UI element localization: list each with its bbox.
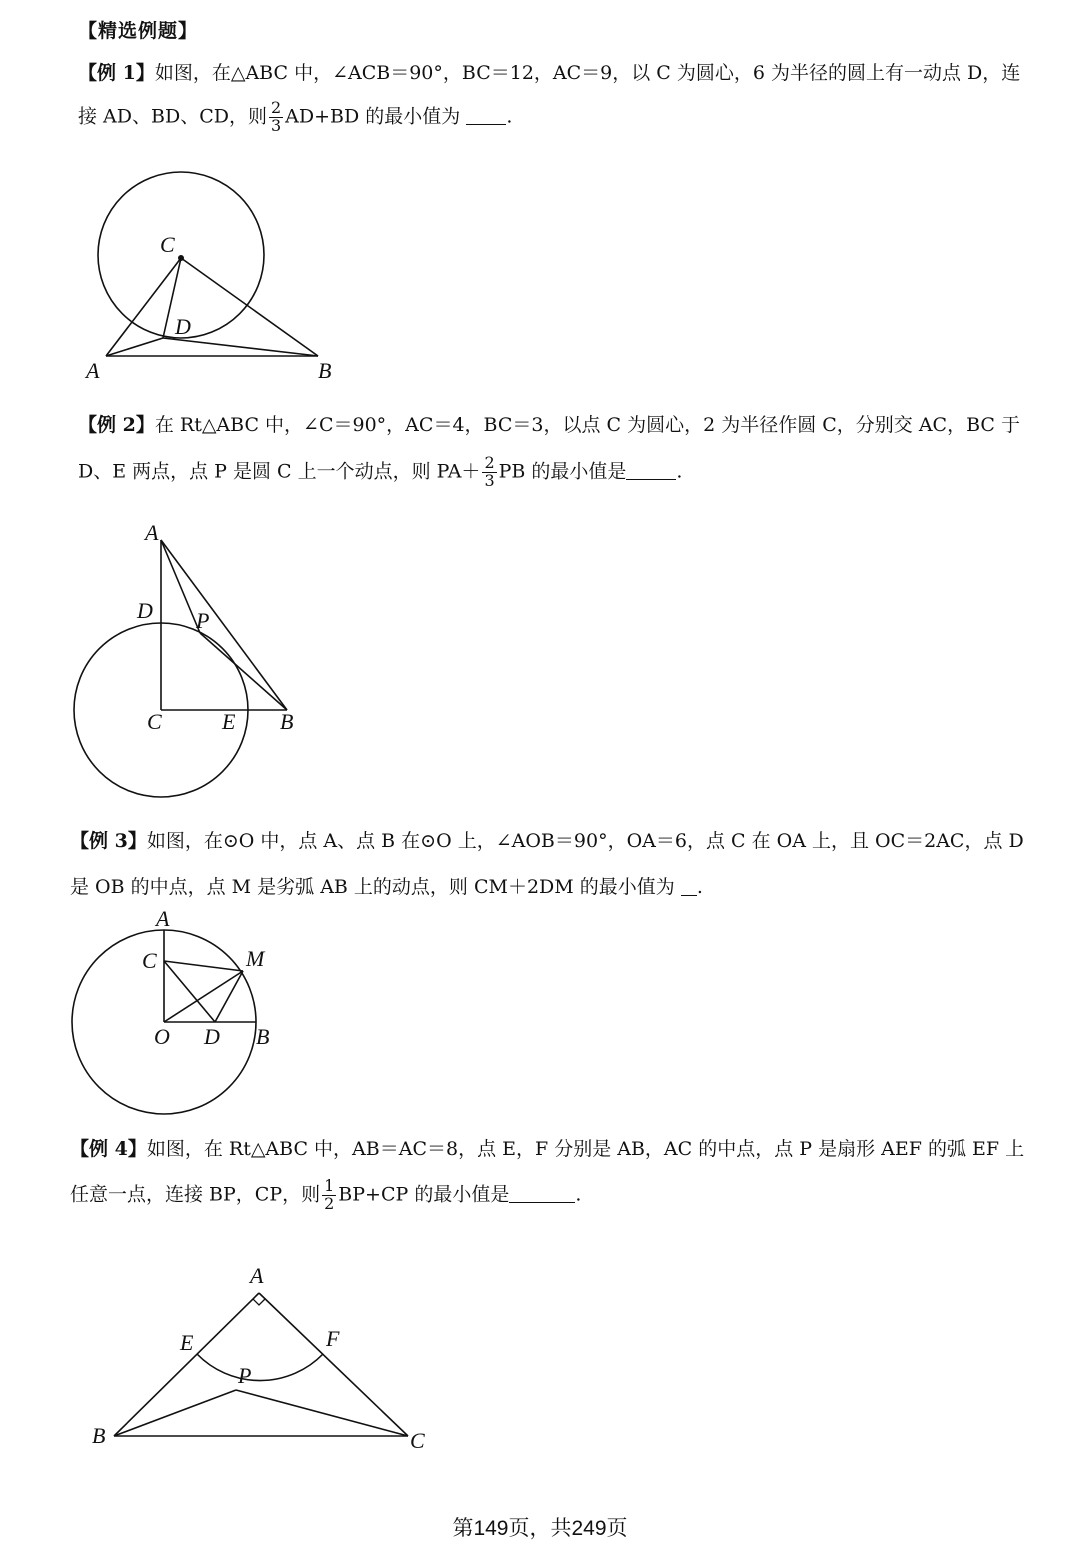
ex4-seg-PC (236, 1390, 408, 1436)
ex4-seg-BP (114, 1390, 236, 1436)
ex1-label-B: B (318, 358, 332, 383)
ex1-frac-num: 2 (270, 98, 282, 117)
ex3-period: . (696, 876, 703, 898)
ex2-label: 【例 2】 (78, 414, 155, 436)
ex3-text-1: 如图，在⊙O 中，点 A、点 B 在⊙O 上，∠AOB＝90°，OA＝6，点 C 在 OA 上，且 OC＝2AC，点 D (146, 830, 1024, 852)
ex3-text-2a: 是 OB 的中点，点 M 是劣弧 AB 上的动点，则 CM＋2DM 的最小值为 (70, 876, 675, 898)
ex1-label-D: D (175, 314, 191, 339)
ex4-label-C: C (410, 1428, 425, 1453)
ex4-arc-EF (197, 1354, 323, 1381)
ex2-text-2b: PB 的最小值是 (498, 460, 627, 483)
ex3-label-B: B (256, 1024, 270, 1049)
ex1-text-2a: 接 AD、BD、CD，则 (78, 105, 267, 128)
ex4-label-P: P (238, 1363, 252, 1388)
section-heading: 【精选例题】 (78, 20, 199, 42)
ex1-period: . (506, 105, 513, 128)
ex4-text-2b: BP+CP 的最小值是 (338, 1183, 510, 1206)
ex3-label-C: C (142, 948, 157, 973)
ex1-text-2b: AD+BD 的最小值为 (285, 105, 461, 128)
ex2-label-C: C (147, 709, 162, 734)
ex4-frac-den: 2 (324, 1193, 335, 1213)
ex2-label-D: D (137, 598, 153, 623)
ex4-label-A: A (250, 1263, 264, 1288)
ex4-label: 【例 4】 (70, 1138, 147, 1160)
ex1-frac-den: 3 (270, 115, 282, 135)
ex2-text-2a: D、E 两点，点 P 是圆 C 上一个动点，则 PA＋ (78, 460, 481, 483)
ex2-text-1: 在 Rt△ABC 中，∠C＝90°，AC＝4，BC＝3，以点 C 为圆心，2 为半径作圆 C，分别交 AC，BC 于 (154, 414, 1020, 436)
ex4-text-1: 如图，在 Rt△ABC 中，AB＝AC＝8，点 E，F 分别是 AB，AC 的中点，点 P 是扇形 AEF 的弧 EF 上 (146, 1138, 1025, 1160)
ex2-frac-num: 2 (484, 453, 495, 472)
ex4-label-F: F (326, 1326, 340, 1351)
ex4-seg-AC (259, 1293, 408, 1436)
ex2-label-A: A (145, 520, 159, 545)
ex4-frac-num: 1 (324, 1176, 335, 1195)
ex1-text-1: 如图，在△ABC 中，∠ACB＝90°，BC＝12，AC＝9，以 C 为圆心，6 为半径的圆上有一动点 D，连 (154, 62, 1021, 84)
ex1-label: 【例 1】 (78, 62, 155, 84)
ex3-label-M: M (246, 946, 265, 971)
ex1-label-A: A (86, 358, 100, 383)
ex4-label-E: E (180, 1330, 194, 1355)
ex3-label-D: D (204, 1024, 220, 1049)
ex2-label-P: P (196, 608, 210, 633)
ex2-frac-den: 3 (484, 470, 495, 490)
ex4-right-angle-mark (253, 1299, 265, 1305)
ex3-label-A: A (156, 906, 170, 931)
ex3-label-O: O (154, 1024, 170, 1049)
ex4-label-B: B (92, 1423, 106, 1448)
ex4-text-2a: 任意一点，连接 BP，CP，则 (70, 1183, 321, 1206)
ex2-period: . (676, 460, 683, 483)
page-footer: 第149页，共249页 (452, 1517, 628, 1540)
ex2-label-B: B (280, 709, 294, 734)
ex4-period: . (575, 1183, 582, 1206)
ex3-label: 【例 3】 (70, 830, 147, 852)
ex2-label-E: E (222, 709, 236, 734)
ex1-label-C: C (160, 232, 175, 257)
